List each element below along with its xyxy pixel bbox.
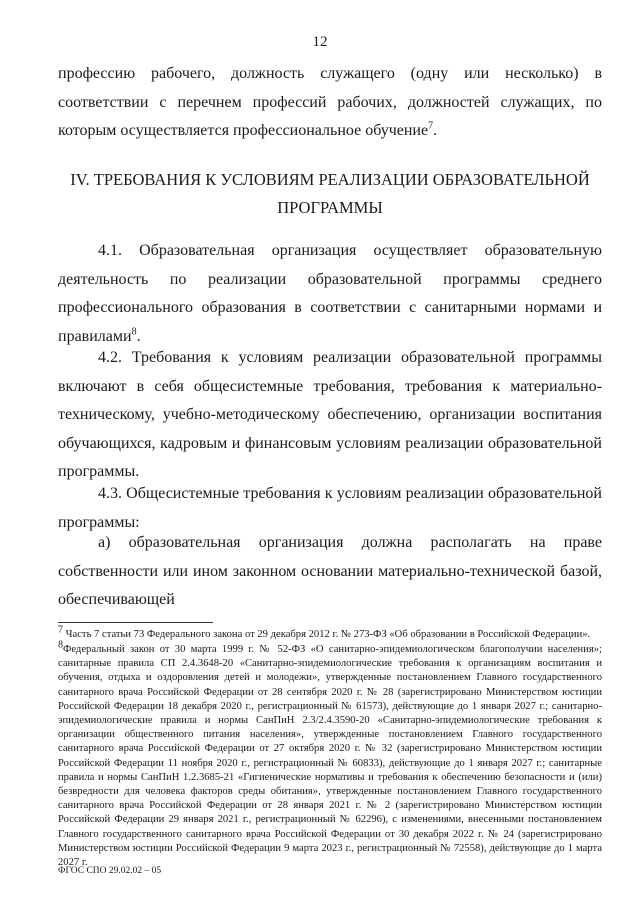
footnote-divider [58, 622, 213, 623]
footnote-7-mark: 7 [58, 624, 63, 636]
footnote-8-text: Федеральный закон от 30 марта 1999 г. № 52-ФЗ «О санитарно-эпидемиологическом благополучии населения»; санитарные правила СП 2.4.3648-20 «Санитарно-эпидемиологические требования к организациям воспитания и обучения, отдыха и оздоровления детей и молодежи», утвержденные постановлением Главного государственного санитарного врача Российской Федерации от 28 сентября 2020 г. № 28 (зарегистрировано Министерством юстиции Российской Федерации 18 декабря 2020 г., регистрационный № 61573), действующие до 1 января 2027 г.; санитарно-эпидемиологические правила и нормы СанПиН 2.3/2.4.3590-20 «Санитарно-эпидемиологические требования к организации общественного питания населения», утвержденные постановлением Главного государственного санитарного врача Российской Федерации от 27 октября 2020 г. № 32 (зарегистрировано Министерством юстиции Российской Федерации 11 ноября 2020 г., регистрационный № 60833), действующие до 1 января 2027 г.; санитарные правила и нормы СанПиН 1.2.3685-21 «Гигиенические нормативы и требования к обеспечению безопасности и (или) безвредности для человека факторов среды обитания», утвержденные постановлением Главного государственного санитарного врача Российской Федерации от 28 января 2021 г. № 2 (зарегистрировано Министерством юстиции Российской Федерации 29 января 2021 г., регистрационный № 62296), с изменениями, внесенными постановлением Главного государственного санитарного врача Российской Федерации от 30 декабря 2022 г. № 24 (зарегистрировано Министерством юстиции Российской Федерации 9 марта 2023 г., регистрационный № 72558), действующие до 1 марта 2027 г. [58, 644, 602, 869]
paragraph-4-1-tail: . [136, 327, 141, 345]
page-number: 12 [312, 34, 328, 50]
section-title-line1: IV. ТРЕБОВАНИЯ К УСЛОВИЯМ РЕАЛИЗАЦИИ ОБРАЗОВАТЕЛЬНОЙ [70, 170, 590, 189]
paragraph-a: а) образовательная организация должна располагать на праве собственности или ином законном основании материально-технической базой, обеспечивающей [58, 534, 602, 608]
intro-text: профессию рабочего, должность служащего (одну или несколько) в соответствии с перечнем профессий рабочих, должностей служащих, по которым осуществляется профессиональное обучение [58, 65, 602, 139]
intro-tail: . [433, 122, 438, 139]
footnote-7-text: Часть 7 статьи 73 Федерального закона от 29 декабря 2012 г. № 273-ФЗ «Об образовании в Российской Федерации». [63, 629, 591, 640]
footer-code: ФГОС СПО 29.02.02 – 05 [58, 866, 162, 876]
footnote-ref-7[interactable]: 7 [428, 120, 434, 132]
footnote-7 [58, 624, 602, 642]
paragraph-4-1-text: 4.1. Образовательная организация осуществляет образовательную деятельность по реализации образовательной программы среднего профессионального образования в соответствии с санитарными нормами и правилами [58, 242, 602, 345]
footnote-ref-8[interactable]: 8 [131, 326, 137, 338]
footnote-8 [58, 639, 602, 870]
paragraph-4-3: 4.3. Общесистемные требования к условиям реализации образовательной программы: [58, 485, 602, 531]
paragraph-4-1 [58, 237, 602, 351]
section-heading [58, 166, 602, 222]
section-title-line2: ПРОГРАММЫ [277, 198, 383, 217]
footnote-8-mark: 8 [58, 639, 63, 651]
paragraph-4-2: 4.2. Требования к условиям реализации образовательной программы включают в себя общесистемные требования, требования к материально-техническому, учебно-методическому обеспечению, организации воспитания обучающихся, кадровым и финансовым условиям реализации образовательной программы. [58, 349, 602, 480]
intro-paragraph [58, 60, 602, 146]
